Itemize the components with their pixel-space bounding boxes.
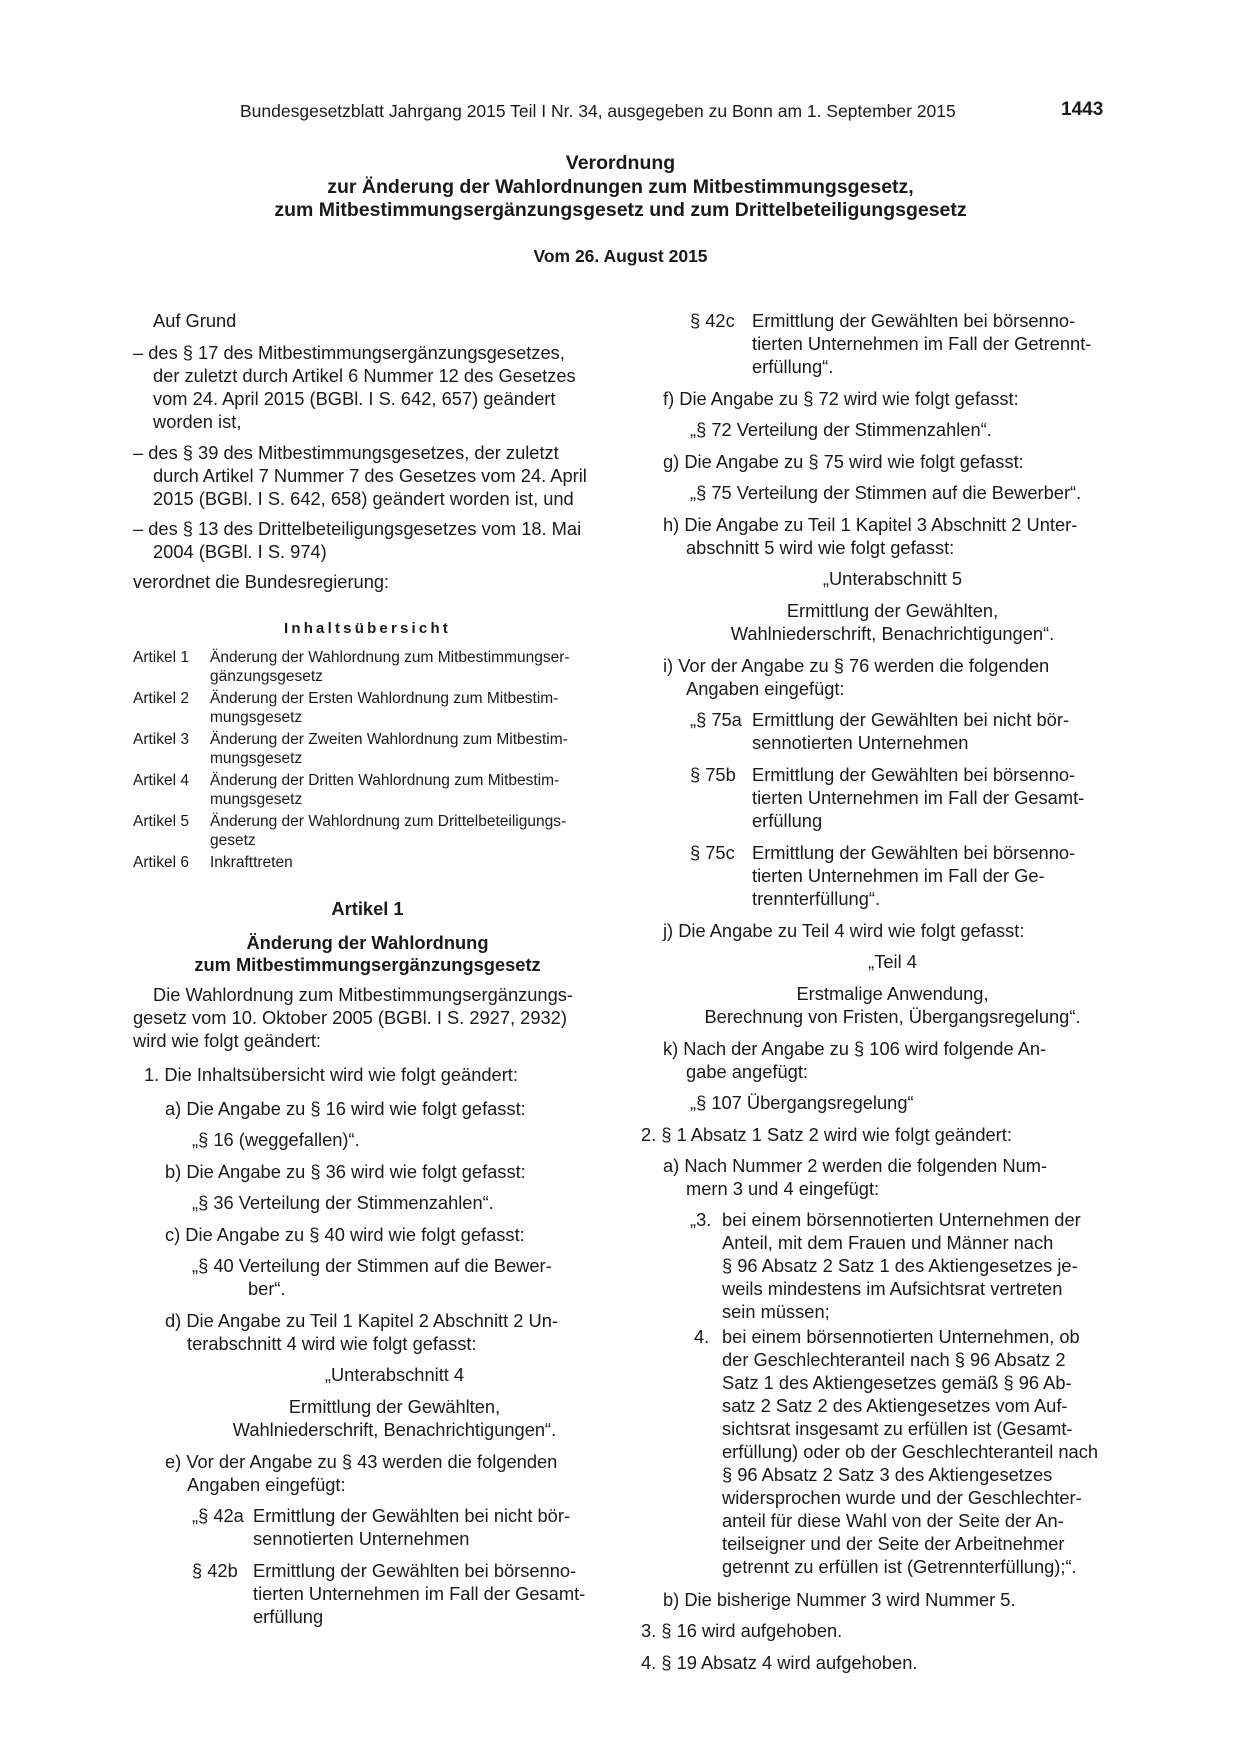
title-line-2: zur Änderung der Wahlordnungen zum Mitbestimmungsgesetz, bbox=[327, 176, 914, 198]
number-3-label: „3. bbox=[690, 1209, 712, 1230]
enacting-clause: verordnet die Bundesregierung: bbox=[133, 571, 390, 592]
paragraph-75b-number: § 75b bbox=[690, 764, 736, 785]
number-4-text: der Geschlechteranteil nach § 96 Absatz 2 bbox=[722, 1349, 1066, 1370]
paragraph-75b-title: tierten Unternehmen im Fall der Gesamt- bbox=[752, 787, 1085, 808]
item-1d-quote: „Unterabschnitt 4 bbox=[324, 1364, 465, 1385]
toc-article-title-cont: mungsgesetz bbox=[210, 709, 303, 726]
article-1-intro: wird wie folgt geändert: bbox=[133, 1030, 321, 1051]
item-1d-quote: Wahlniederschrift, Benachrichtigungen“. bbox=[232, 1419, 557, 1440]
paragraph-42b-number: § 42b bbox=[192, 1560, 238, 1581]
number-4-text: sichtsrat insgesamt zu erfüllen ist (Gesamt- bbox=[722, 1418, 1073, 1439]
item-1j: j) Die Angabe zu Teil 4 wird wie folgt gefasst: bbox=[663, 920, 1025, 941]
legal-basis-line: – des § 13 des Drittelbeteiligungsgesetzes vom 18. Mai bbox=[133, 518, 582, 539]
toc-article-title: Inkrafttreten bbox=[210, 854, 293, 871]
item-1i: i) Vor der Angabe zu § 76 werden die folgenden bbox=[663, 655, 1050, 676]
number-4-text: bei einem börsennotierten Unternehmen, ob bbox=[722, 1326, 1080, 1347]
paragraph-75b-title: erfüllung bbox=[752, 810, 823, 831]
title-line-3: zum Mitbestimmungsergänzungsgesetz und zum Drittelbeteiligungsgesetz bbox=[274, 199, 967, 221]
article-1-title-cont: zum Mitbestimmungsergänzungsgesetz bbox=[194, 954, 541, 975]
item-1f: f) Die Angabe zu § 72 wird wie folgt gefasst: bbox=[663, 388, 1019, 409]
item-1c: c) Die Angabe zu § 40 wird wie folgt gefasst: bbox=[165, 1224, 525, 1245]
item-1i-cont: Angaben eingefügt: bbox=[686, 678, 845, 699]
toc-heading: Inhaltsübersicht bbox=[283, 620, 452, 637]
paragraph-42c-title: Ermittlung der Gewählten bei börsenno- bbox=[752, 310, 1076, 331]
item-1a: a) Die Angabe zu § 16 wird wie folgt gefasst: bbox=[165, 1098, 526, 1119]
item-1d-cont: terabschnitt 4 wird wie folgt gefasst: bbox=[187, 1333, 477, 1354]
paragraph-42c-number: § 42c bbox=[690, 310, 735, 331]
legal-basis-line: – des § 39 des Mitbestimmungsgesetzes, der zuletzt bbox=[133, 442, 559, 463]
article-1-intro: Die Wahlordnung zum Mitbestimmungsergänzungs- bbox=[153, 984, 573, 1005]
number-3-text: bei einem börsennotierten Unternehmen der bbox=[722, 1209, 1081, 1230]
item-1: 1. Die Inhaltsübersicht wird wie folgt geändert: bbox=[144, 1064, 518, 1085]
toc-article-number: Artikel 3 bbox=[133, 731, 189, 748]
number-4-text: Satz 1 des Aktiengesetzes gemäß § 96 Ab- bbox=[722, 1372, 1072, 1393]
item-1k-quote: „§ 107 Übergangsregelung“ bbox=[690, 1092, 914, 1113]
toc-article-title: Änderung der Dritten Wahlordnung zum Mitbestim- bbox=[210, 772, 560, 789]
toc-article-number: Artikel 2 bbox=[133, 690, 189, 707]
number-3-text: § 96 Absatz 2 Satz 1 des Aktiengesetzes je- bbox=[722, 1255, 1078, 1276]
number-4-text: getrennt zu erfüllen ist (Getrennterfüllung);“. bbox=[722, 1556, 1077, 1577]
item-1h-cont: abschnitt 5 wird wie folgt gefasst: bbox=[686, 537, 955, 558]
item-1c-quote-cont: ber“. bbox=[248, 1278, 286, 1299]
title-date: Vom 26. August 2015 bbox=[533, 246, 708, 266]
page-number: 1443 bbox=[1061, 99, 1104, 120]
auf-grund-line: Auf Grund bbox=[153, 310, 237, 331]
paragraph-42b-title: Ermittlung der Gewählten bei börsenno- bbox=[253, 1560, 577, 1581]
item-2b: b) Die bisherige Nummer 3 wird Nummer 5. bbox=[663, 1589, 1016, 1610]
number-4-text: anteil für diese Wahl von der Seite der An- bbox=[722, 1510, 1064, 1531]
paragraph-42b-title: erfüllung bbox=[253, 1606, 324, 1627]
item-1j-quote: Berechnung von Fristen, Übergangsregelung“. bbox=[704, 1006, 1081, 1027]
paragraph-75b-title: Ermittlung der Gewählten bei börsenno- bbox=[752, 764, 1076, 785]
number-3-text: Anteil, mit dem Frauen und Männer nach bbox=[722, 1232, 1054, 1253]
paragraph-42a-title: Ermittlung der Gewählten bei nicht bör- bbox=[253, 1505, 571, 1526]
paragraph-42c-title: tierten Unternehmen im Fall der Getrennt- bbox=[752, 333, 1092, 354]
item-1g: g) Die Angabe zu § 75 wird wie folgt gefasst: bbox=[663, 451, 1024, 472]
item-1h: h) Die Angabe zu Teil 1 Kapitel 3 Abschnitt 2 Unter- bbox=[663, 514, 1078, 535]
paragraph-75a-number: „§ 75a bbox=[690, 709, 742, 730]
item-1j-quote: Erstmalige Anwendung, bbox=[796, 983, 989, 1004]
paragraph-75a-title: sennotierten Unternehmen bbox=[752, 732, 969, 753]
toc-article-title-cont: mungsgesetz bbox=[210, 750, 303, 767]
item-1b-quote: „§ 36 Verteilung der Stimmenzahlen“. bbox=[192, 1192, 494, 1213]
paragraph-42a-number: „§ 42a bbox=[192, 1505, 244, 1526]
legal-basis-line: vom 24. April 2015 (BGBl. I S. 642, 657) geändert bbox=[153, 388, 556, 409]
item-1c-quote: „§ 40 Verteilung der Stimmen auf die Bewer- bbox=[192, 1255, 552, 1276]
toc-article-title-cont: gänzungsgesetz bbox=[210, 668, 323, 685]
paragraph-75c-number: § 75c bbox=[690, 842, 735, 863]
legal-basis-line: der zuletzt durch Artikel 6 Nummer 12 des Gesetzes bbox=[153, 365, 576, 386]
item-1d: d) Die Angabe zu Teil 1 Kapitel 2 Abschnitt 2 Un- bbox=[165, 1310, 558, 1331]
toc-article-number: Artikel 6 bbox=[133, 854, 189, 871]
item-1a-quote: „§ 16 (weggefallen)“. bbox=[192, 1129, 360, 1150]
article-1-intro: gesetz vom 10. Oktober 2005 (BGBl. I S. 2927, 2932) bbox=[133, 1007, 567, 1028]
toc-article-title-cont: gesetz bbox=[210, 832, 256, 849]
paragraph-75c-title: tierten Unternehmen im Fall der Ge- bbox=[752, 865, 1045, 886]
number-4-text: erfüllung) oder ob der Geschlechteranteil nach bbox=[722, 1441, 1099, 1462]
item-1k: k) Nach der Angabe zu § 106 wird folgende An- bbox=[663, 1038, 1047, 1059]
legal-basis-line: 2004 (BGBl. I S. 974) bbox=[153, 541, 327, 562]
item-3: 3. § 16 wird aufgehoben. bbox=[641, 1620, 843, 1641]
article-1-title: Änderung der Wahlordnung bbox=[246, 932, 489, 953]
paragraph-42b-title: tierten Unternehmen im Fall der Gesamt- bbox=[253, 1583, 586, 1604]
paragraph-42c-title: erfüllung“. bbox=[752, 356, 834, 377]
item-1h-quote: Wahlniederschrift, Benachrichtigungen“. bbox=[730, 623, 1055, 644]
item-1h-quote: Ermittlung der Gewählten, bbox=[786, 600, 999, 621]
number-4-text: teilseigner und der Seite der Arbeitnehmer bbox=[722, 1533, 1065, 1554]
paragraph-75c-title: Ermittlung der Gewählten bei börsenno- bbox=[752, 842, 1076, 863]
legal-basis-line: – des § 17 des Mitbestimmungsergänzungsgesetzes, bbox=[133, 342, 565, 363]
item-4: 4. § 19 Absatz 4 wird aufgehoben. bbox=[641, 1652, 918, 1673]
paragraph-75c-title: trennterfüllung“. bbox=[752, 888, 881, 909]
paragraph-42a-title: sennotierten Unternehmen bbox=[253, 1528, 470, 1549]
legal-basis-line: worden ist, bbox=[153, 411, 242, 432]
toc-article-title: Änderung der Zweiten Wahlordnung zum Mitbestim- bbox=[210, 731, 568, 748]
item-1f-quote: „§ 72 Verteilung der Stimmenzahlen“. bbox=[690, 419, 992, 440]
item-1h-quote: „Unterabschnitt 5 bbox=[822, 568, 963, 589]
article-1-heading: Artikel 1 bbox=[331, 898, 404, 919]
paragraph-75a-title: Ermittlung der Gewählten bei nicht bör- bbox=[752, 709, 1070, 730]
legal-basis-line: 2015 (BGBl. I S. 642, 658) geändert worden ist, und bbox=[153, 488, 574, 509]
item-1g-quote: „§ 75 Verteilung der Stimmen auf die Bewerber“. bbox=[690, 482, 1082, 503]
legal-basis-line: durch Artikel 7 Nummer 7 des Gesetzes vom 24. April bbox=[153, 465, 587, 486]
item-1b: b) Die Angabe zu § 36 wird wie folgt gefasst: bbox=[165, 1161, 526, 1182]
item-2a-cont: mern 3 und 4 eingefügt: bbox=[686, 1178, 880, 1199]
running-title: Bundesgesetzblatt Jahrgang 2015 Teil I Nr. 34, ausgegeben zu Bonn am 1. September 2015 bbox=[240, 101, 956, 121]
item-1k-cont: gabe angefügt: bbox=[686, 1061, 808, 1082]
toc-article-number: Artikel 5 bbox=[133, 813, 189, 830]
toc-article-number: Artikel 4 bbox=[133, 772, 189, 789]
number-4-text: § 96 Absatz 2 Satz 3 des Aktiengesetzes bbox=[722, 1464, 1053, 1485]
number-3-text: sein müssen; bbox=[722, 1301, 830, 1322]
toc-article-title: Änderung der Wahlordnung zum Drittelbeteiligungs- bbox=[210, 813, 567, 830]
item-1e: e) Vor der Angabe zu § 43 werden die folgenden bbox=[165, 1451, 558, 1472]
title-line-1: Verordnung bbox=[565, 152, 676, 174]
toc-article-title: Änderung der Wahlordnung zum Mitbestimmungser- bbox=[210, 649, 570, 666]
item-1d-quote: Ermittlung der Gewählten, bbox=[288, 1396, 501, 1417]
item-1e-cont: Angaben eingefügt: bbox=[187, 1474, 346, 1495]
toc-article-number: Artikel 1 bbox=[133, 649, 189, 666]
number-4-text: widersprochen wurde und der Geschlechter- bbox=[722, 1487, 1082, 1508]
number-4-label: 4. bbox=[694, 1326, 710, 1347]
item-2a: a) Nach Nummer 2 werden die folgenden Num- bbox=[663, 1155, 1048, 1176]
item-2: 2. § 1 Absatz 1 Satz 2 wird wie folgt geändert: bbox=[641, 1124, 1012, 1145]
toc-article-title-cont: mungsgesetz bbox=[210, 791, 303, 808]
toc-article-title: Änderung der Ersten Wahlordnung zum Mitbestim- bbox=[210, 690, 559, 707]
item-1j-quote: „Teil 4 bbox=[868, 951, 917, 972]
number-4-text: satz 2 Satz 2 des Aktiengesetzes vom Auf- bbox=[722, 1395, 1068, 1416]
number-3-text: weils mindestens im Aufsichtsrat vertreten bbox=[722, 1278, 1063, 1299]
